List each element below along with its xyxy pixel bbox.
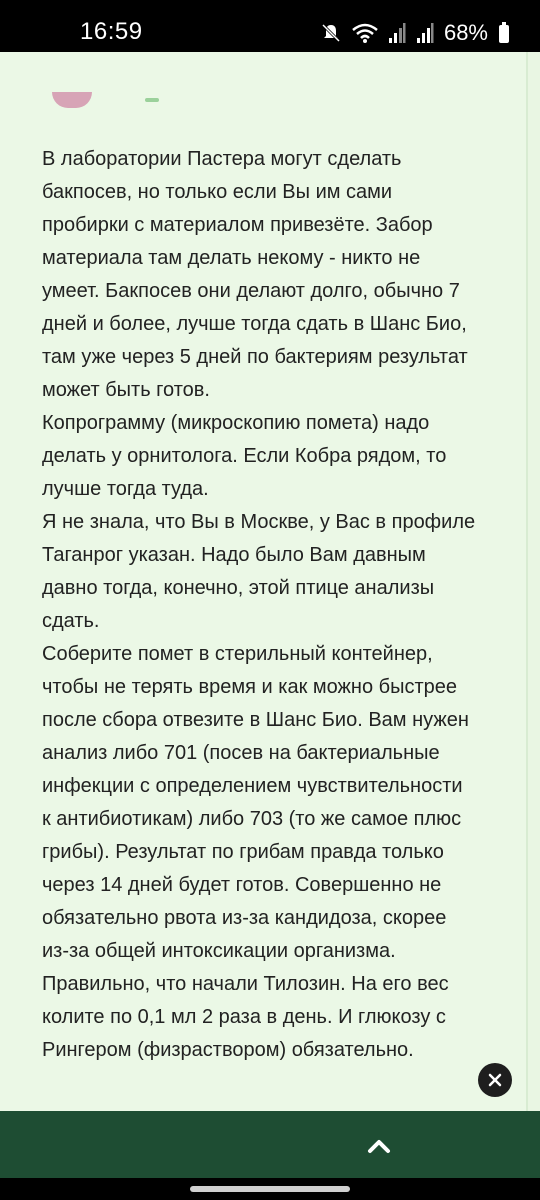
mute-icon bbox=[320, 22, 342, 44]
battery-icon bbox=[498, 22, 510, 44]
scroll-to-top-button[interactable] bbox=[360, 1129, 398, 1161]
home-indicator[interactable] bbox=[190, 1186, 350, 1192]
post-card bbox=[0, 52, 528, 1122]
bottom-bar bbox=[0, 1111, 540, 1178]
status-bar bbox=[0, 0, 540, 52]
battery-percent: 68% bbox=[443, 20, 488, 45]
signal-icon bbox=[416, 22, 434, 44]
close-icon bbox=[478, 1063, 512, 1097]
system-nav-bar bbox=[0, 1178, 540, 1200]
status-time: 16:59 bbox=[80, 18, 143, 45]
status-icons bbox=[320, 18, 510, 48]
post-text: В лаборатории Пастера могут сделать бакпосев, но только если Вы им сами пробирки с материалом привезёте. Забор материала там делать некому - никто не умеет. Бакпосев они делают долго, обычно 7 дней и более, лучше тогда сдать в Шанс Био, там уже через 5 дней по бактериям результат может быть готов. Копрограмму (микроскопию помета) надо делать у орнитолога. Если Кобра рядом, то лучше тогда туда. Я не знала, что Вы в Москве, у Вас в профиле Таганрог указан. Надо было Вам давным давно тогда, конечно, этой птице анализы сдать. Соберите помет в стерильный контейнер, чтобы не терять время и как можно быстрее после сбора отвезите в Шанс Био. Вам нужен анализ либо 701 (посев на бактериальные инфекции с определением чувствительности к антибиотикам) либо 703 (то же самое плюс грибы). Результат по грибам правда только через 14 дней будет готов. Совершенно не обязательно рвота из-за кандидоза, скорее из-за общей интоксикации организма. Правильно, что начали Тилозин. На его вес колите по 0,1 мл 2 раза в день. И глюкозу с Рингером (физраствором) обязательно. bbox=[42, 148, 476, 1061]
wifi-icon bbox=[352, 22, 378, 44]
signal-icon bbox=[388, 22, 406, 44]
author-name-stub bbox=[145, 98, 159, 102]
close-button[interactable] bbox=[478, 1063, 512, 1097]
avatar[interactable] bbox=[52, 92, 92, 108]
chevron-up-icon bbox=[360, 1129, 398, 1161]
